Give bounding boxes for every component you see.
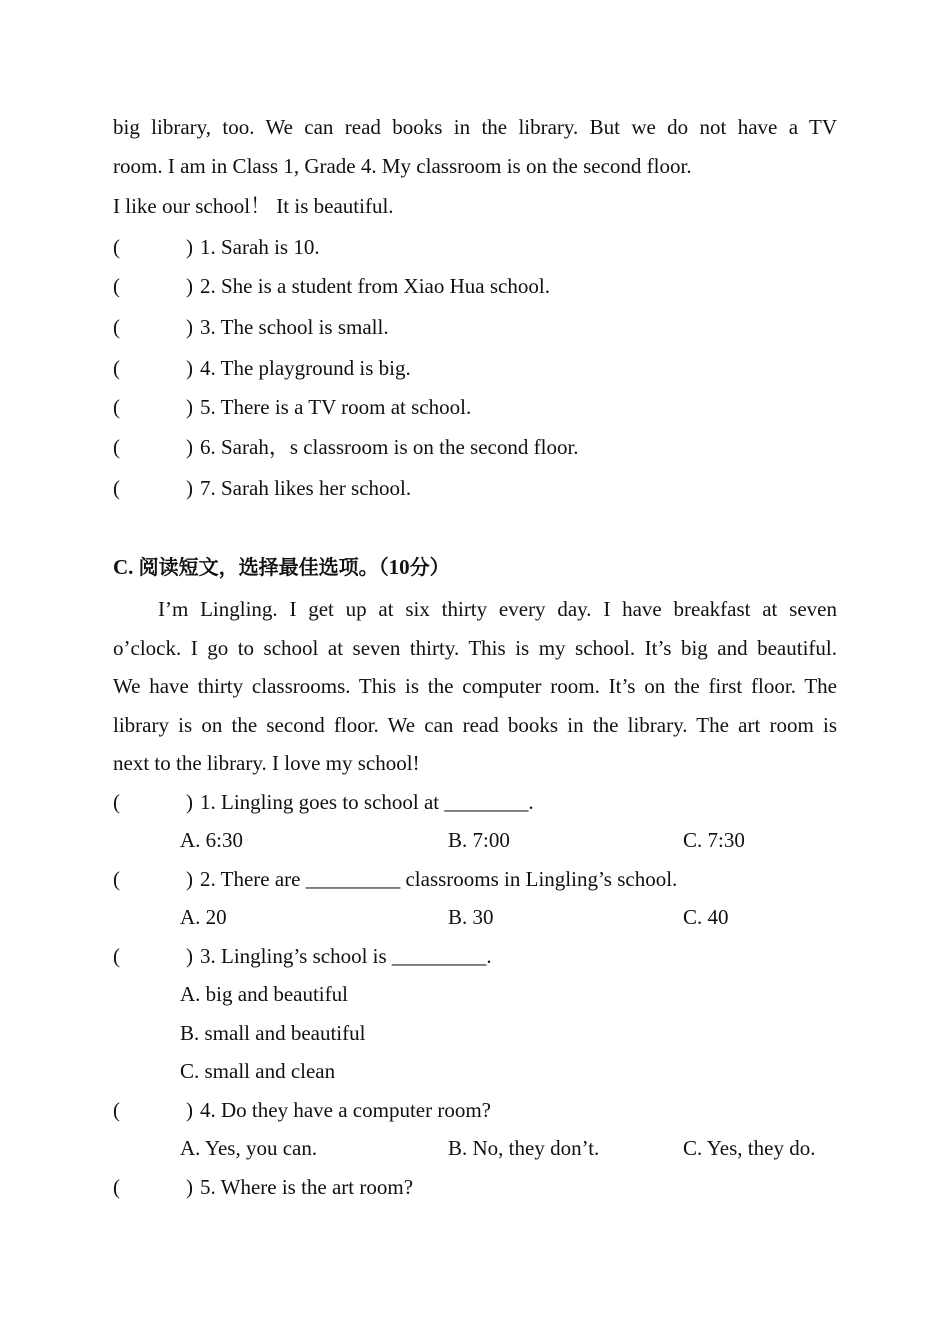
answer-blank-close: ) [186,435,193,459]
answer-blank-close: ) [186,944,193,968]
option-c[interactable]: C. Yes, they do. [683,1136,816,1160]
passage-c-line-1: I’m Lingling. I get up at six thirty every day. I have breakfast at seven [158,597,837,621]
answer-blank-close: ) [186,395,193,419]
passage-c-line-2: o’clock. I go to school at seven thirty. This is my school. It’s big and beautiful. [113,636,837,660]
question-text: 5. Where is the art room? [200,1175,414,1199]
answer-blank-open[interactable]: ( [113,1175,120,1199]
option-b[interactable]: B. 30 [448,905,494,929]
question-text: 2. There are _________ classrooms in Lingling’s school. [200,867,678,891]
answer-blank-open[interactable]: ( [113,435,120,459]
section-c-heading [113,553,450,581]
answer-blank-open[interactable]: ( [113,944,120,968]
answer-blank-close: ) [186,867,193,891]
answer-blank-close: ) [186,315,193,339]
passage-b-line-3: I like our school！ It is beautiful. [113,194,394,218]
passage-b-line-2: room. I am in Class 1, Grade 4. My classroom is on the second floor. [113,154,692,178]
question-text: 7. Sarah likes her school. [200,476,412,500]
answer-blank-close: ) [186,274,193,298]
question-text: 1. Sarah is 10. [200,235,320,259]
option-c[interactable]: C. 7:30 [683,828,745,852]
answer-blank-open[interactable]: ( [113,356,120,380]
option-c[interactable]: C. 40 [683,905,729,929]
option-a[interactable]: A. 6:30 [180,828,243,852]
question-text: 1. Lingling goes to school at ________. [200,790,534,814]
option-b[interactable]: B. No, they don’t. [448,1136,600,1160]
question-text: 5. There is a TV room at school. [200,395,472,419]
answer-blank-close: ) [186,476,193,500]
passage-c-line-3: We have thirty classrooms. This is the computer room. It’s on the first floor. The [113,674,837,698]
answer-blank-open[interactable]: ( [113,274,120,298]
option-a[interactable]: A. big and beautiful [180,982,348,1006]
passage-b-line-1: big library, too. We can read books in the library. But we do not have a TV [113,115,837,139]
answer-blank-open[interactable]: ( [113,235,120,259]
question-text: 4. Do they have a computer room? [200,1098,491,1122]
answer-blank-open[interactable]: ( [113,1098,120,1122]
question-text: 6. Sarah，s classroom is on the second floor. [200,435,579,459]
section-c-title: 阅读短文，选择最佳选项。（ [138,555,389,579]
answer-blank-open[interactable]: ( [113,476,120,500]
answer-blank-close: ) [186,1098,193,1122]
question-text: 3. The school is small. [200,315,389,339]
option-b[interactable]: B. small and beautiful [180,1021,366,1045]
answer-blank-close: ) [186,1175,193,1199]
answer-blank-open[interactable]: ( [113,790,120,814]
question-text: 3. Lingling’s school is _________. [200,944,492,968]
answer-blank-close: ) [186,356,193,380]
section-c-title-end: 分） [409,555,450,579]
section-c-label: C. [113,555,134,579]
answer-blank-open[interactable]: ( [113,315,120,339]
question-text: 2. She is a student from Xiao Hua school. [200,274,550,298]
option-a[interactable]: A. Yes, you can. [180,1136,318,1160]
passage-c-line-5: next to the library. I love my school! [113,751,420,775]
answer-blank-open[interactable]: ( [113,395,120,419]
option-a[interactable]: A. 20 [180,905,227,929]
section-c-points: 10 [388,555,410,579]
question-text: 4. The playground is big. [200,356,411,380]
answer-blank-open[interactable]: ( [113,867,120,891]
option-c[interactable]: C. small and clean [180,1059,336,1083]
answer-blank-close: ) [186,790,193,814]
passage-c-line-4: library is on the second floor. We can read books in the library. The art room is [113,713,837,737]
option-b[interactable]: B. 7:00 [448,828,510,852]
answer-blank-close: ) [186,235,193,259]
